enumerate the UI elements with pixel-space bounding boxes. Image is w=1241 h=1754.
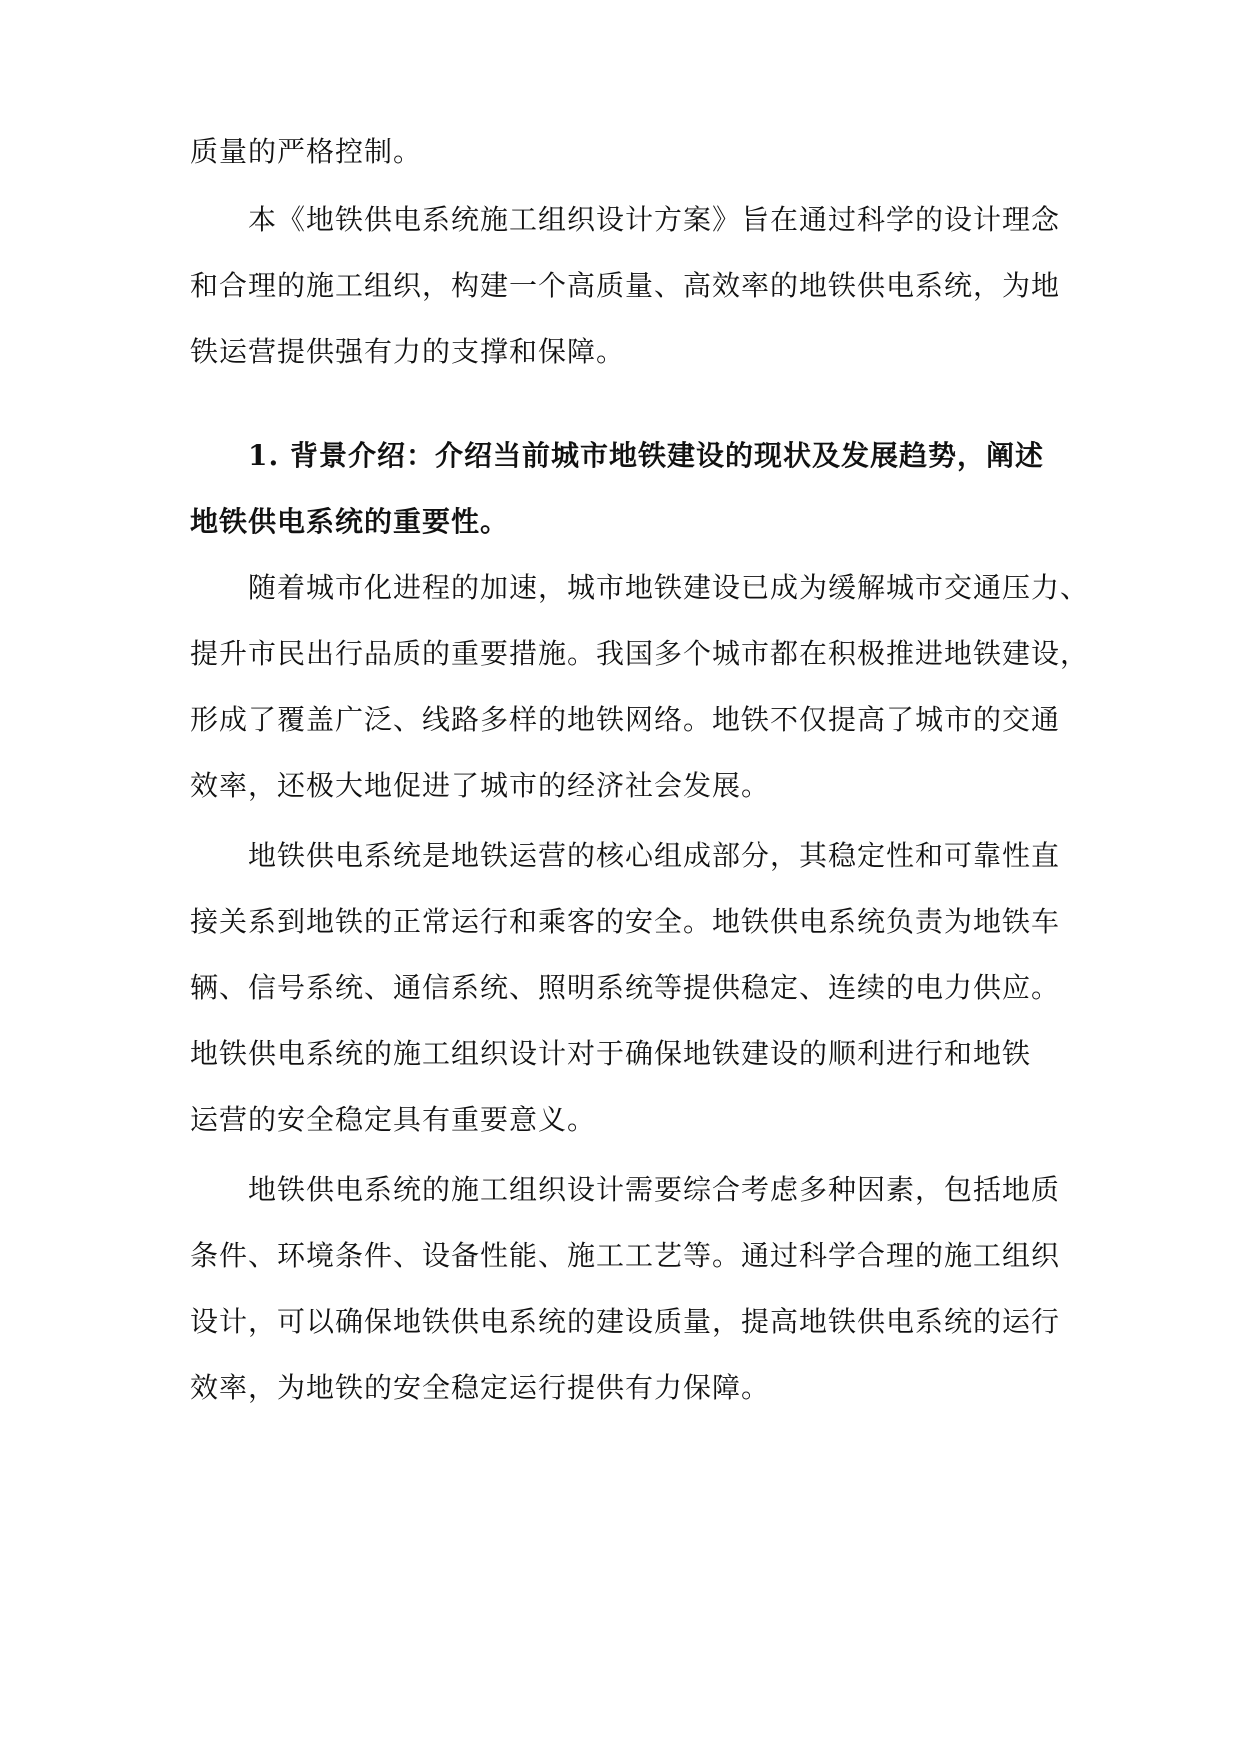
paragraph-line: 和合理的施工组织，构建一个高质量、高效率的地铁供电系统，为地	[190, 269, 1061, 302]
paragraph-line: 地铁供电系统的施工组织设计对于确保地铁建设的顺利进行和地铁	[190, 1037, 1032, 1070]
paragraph-line: 辆、信号系统、通信系统、照明系统等提供稳定、连续的电力供应。	[190, 971, 1061, 1004]
section-heading: 1. 背景介绍：介绍当前城市地铁建设的现状及发展趋势，阐述	[248, 439, 1044, 472]
paragraph-line: 地铁供电系统的施工组织设计需要综合考虑多种因素，包括地质	[248, 1173, 1061, 1206]
paragraph-line: 运营的安全稳定具有重要意义。	[190, 1103, 597, 1136]
paragraph-line: 效率，还极大地促进了城市的经济社会发展。	[190, 769, 771, 802]
paragraph-line: 铁运营提供强有力的支撑和保障。	[190, 335, 626, 368]
paragraph-line: 形成了覆盖广泛、线路多样的地铁网络。地铁不仅提高了城市的交通	[190, 703, 1061, 736]
paragraph-line: 本《地铁供电系统施工组织设计方案》旨在通过科学的设计理念	[248, 203, 1061, 236]
paragraph-line: 随着城市化进程的加速，城市地铁建设已成为缓解城市交通压力、	[248, 571, 1090, 604]
section-heading: 地铁供电系统的重要性。	[190, 505, 510, 538]
paragraph-line: 条件、环境条件、设备性能、施工工艺等。通过科学合理的施工组织	[190, 1239, 1061, 1272]
paragraph-line: 地铁供电系统是地铁运营的核心组成部分，其稳定性和可靠性直	[248, 839, 1061, 872]
paragraph-line: 质量的严格控制。	[190, 135, 423, 168]
paragraph-line: 设计，可以确保地铁供电系统的建设质量，提高地铁供电系统的运行	[190, 1305, 1061, 1338]
paragraph-line: 提升市民出行品质的重要措施。我国多个城市都在积极推进地铁建设，	[190, 637, 1090, 670]
paragraph-line: 接关系到地铁的正常运行和乘客的安全。地铁供电系统负责为地铁车	[190, 905, 1061, 938]
paragraph-line: 效率，为地铁的安全稳定运行提供有力保障。	[190, 1371, 771, 1404]
